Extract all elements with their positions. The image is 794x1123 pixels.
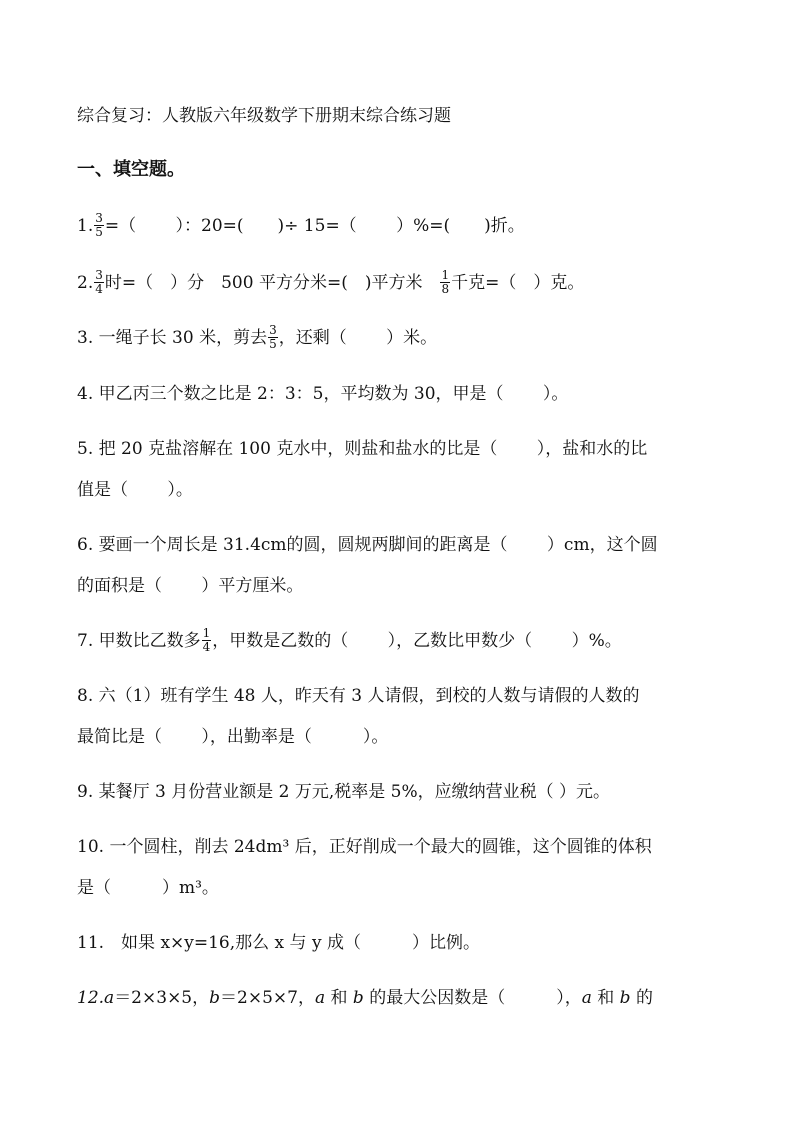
fraction-numerator: 3 <box>95 268 103 282</box>
question-2 <box>77 270 584 297</box>
question-number: 2. <box>77 273 94 293</box>
question-text: 3. 一绳子长 30 米，剪去 <box>77 328 268 348</box>
fraction-denominator: 5 <box>269 337 277 351</box>
question-1 <box>77 213 525 240</box>
fraction-denominator: 8 <box>441 282 450 296</box>
question-text: ，还剩（ ）米。 <box>278 328 438 348</box>
question-text: ＝2×3×5， <box>114 988 210 1008</box>
fraction-numerator: 1 <box>441 268 450 282</box>
fraction-denominator: 4 <box>95 282 103 296</box>
question-8-line-2: 最简比是（ ），出勤率是（ ）。 <box>77 727 389 747</box>
question-text: 千克=（ ）克。 <box>451 273 585 293</box>
fraction <box>94 269 104 296</box>
question-10-line-1: 10. 一个圆柱，削去 24dm³ 后，正好削成一个最大的圆锥，这个圆锥的体积 <box>77 837 652 857</box>
question-5-line-2: 值是（ ）。 <box>77 480 193 500</box>
question-8-line-1: 8. 六（1）班有学生 48 人，昨天有 3 人请假，到校的人数与请假的人数的 <box>77 686 640 706</box>
question-6-line-2: 的面积是（ ）平方厘米。 <box>77 576 304 596</box>
page-title: 综合复习：人教版六年级数学下册期末综合练习题 <box>77 106 451 126</box>
question-text: ，甲数是乙数的（ ），乙数比甲数少（ ）%。 <box>212 631 622 651</box>
variable-a: a <box>581 988 592 1008</box>
question-6-line-1: 6. 要画一个周长是 31.4cm的圆，圆规两脚间的距离是（ ）cm，这个圆 <box>77 535 658 555</box>
question-5-line-1: 5. 把 20 克盐溶解在 100 克水中，则盐和盐水的比是（ ），盐和水的比 <box>77 439 648 459</box>
question-number: 12. <box>77 988 105 1008</box>
variable-b: b <box>352 988 364 1008</box>
question-11: 11. 如果 x×y=16,那么 x 与 y 成（ ）比例。 <box>77 933 480 953</box>
fraction <box>268 324 278 351</box>
variable-b: b <box>619 988 631 1008</box>
question-text: ＝2×5×7， <box>220 988 315 1008</box>
question-7 <box>77 628 622 655</box>
fraction-numerator: 3 <box>269 323 277 337</box>
question-text: 7. 甲数比乙数多 <box>77 631 201 651</box>
question-10-line-2: 是（ ）m³。 <box>77 878 219 898</box>
variable-a: a <box>104 988 115 1008</box>
question-4: 4. 甲乙丙三个数之比是 2：3：5，平均数为 30，甲是（ ）。 <box>77 384 569 404</box>
question-text: 时=（ ）分 500 平方分米=( )平方米 <box>104 273 440 293</box>
fraction-denominator: 4 <box>202 640 211 654</box>
question-text: 和 <box>591 988 620 1008</box>
question-text: =（ ）：20=( )÷ 15=（ ）%=( )折。 <box>104 216 525 236</box>
question-9: 9. 某餐厅 3 月份营业额是 2 万元,税率是 5%，应缴纳营业税（ ）元。 <box>77 782 611 802</box>
fraction-numerator: 1 <box>202 626 211 640</box>
fraction <box>440 269 450 296</box>
question-text: 的 <box>630 988 653 1008</box>
fraction <box>202 627 212 654</box>
section-heading: 一、填空题。 <box>77 159 185 180</box>
variable-a: a <box>314 988 326 1008</box>
fraction <box>94 212 104 239</box>
question-text: 的最大公因数是（ ）， <box>363 988 582 1008</box>
fraction-numerator: 3 <box>95 211 103 225</box>
fraction-denominator: 5 <box>95 225 103 239</box>
variable-b: b <box>209 988 221 1008</box>
question-number: 1. <box>77 216 94 236</box>
question-12 <box>77 988 653 1008</box>
question-3 <box>77 325 437 352</box>
question-text: 和 <box>325 988 353 1008</box>
